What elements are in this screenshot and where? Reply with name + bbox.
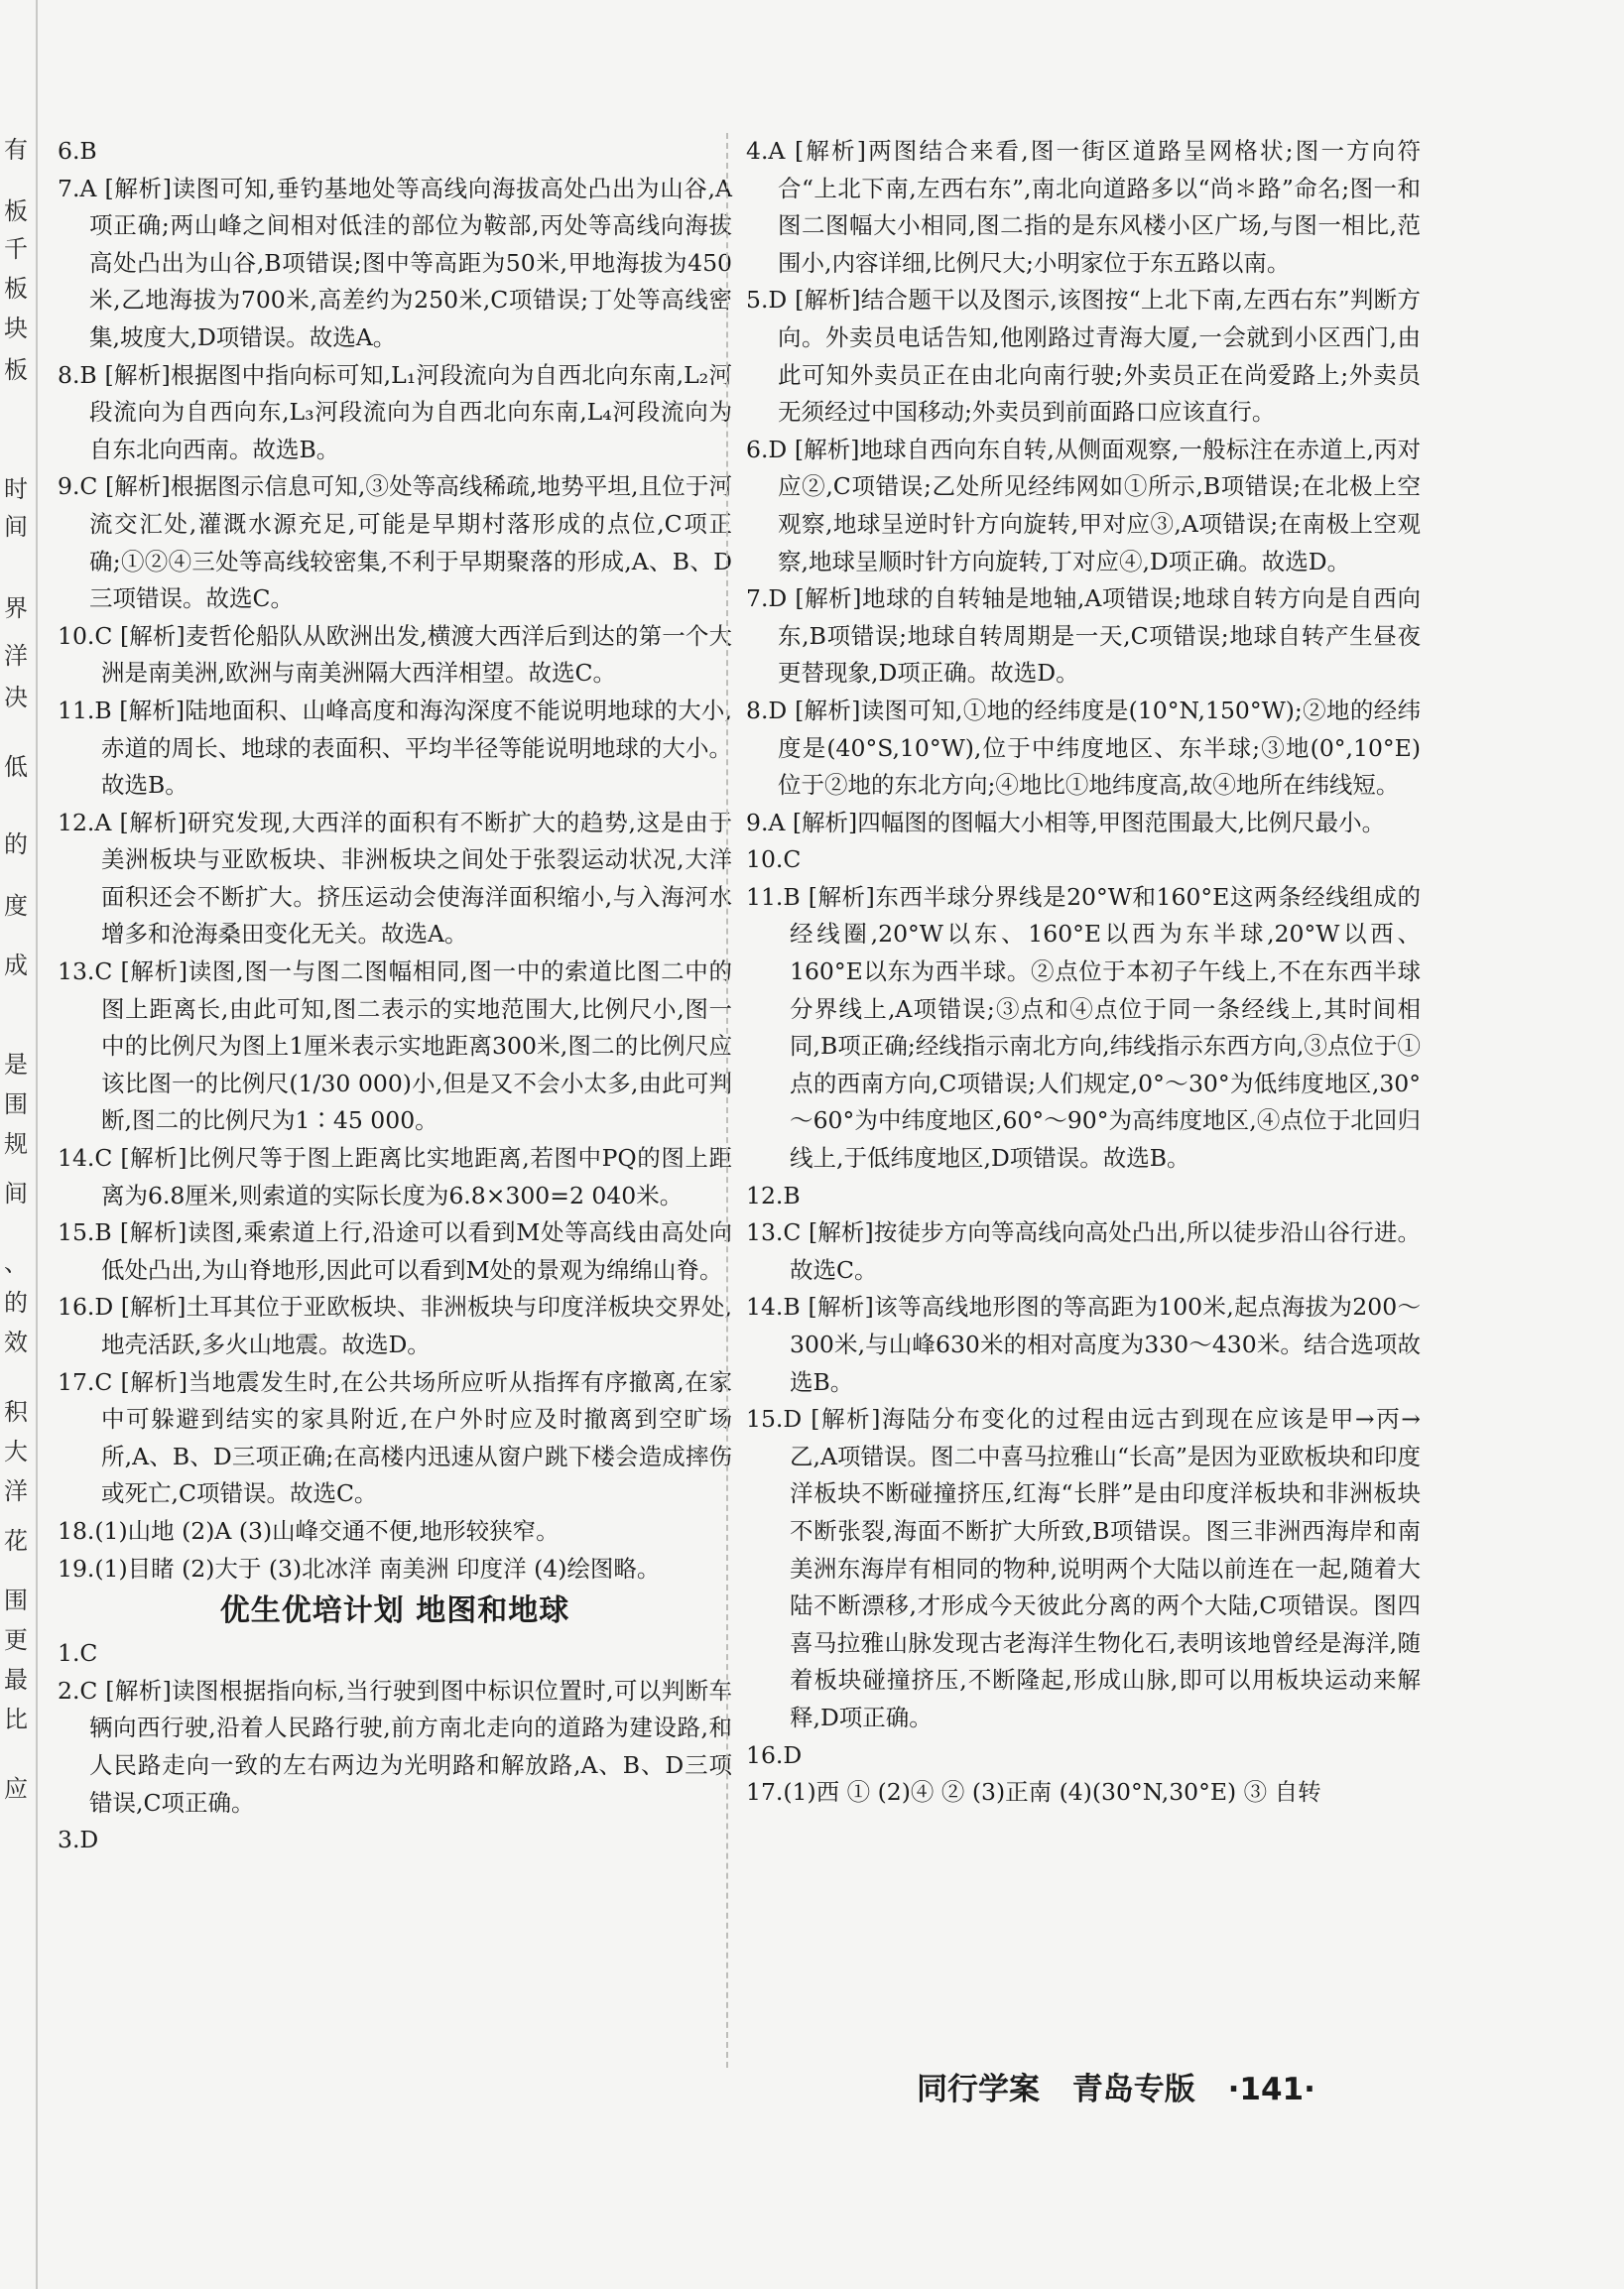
answer-item: 7.D [解析]地球的自转轴是地轴,A项错误;地球自转方向是自西向东,B项错误;地球自转周期是一天,C项错误;地球自转产生昼夜更替现象,D项正确。故选D。 bbox=[746, 584, 1421, 688]
margin-glyph: 成 bbox=[4, 952, 28, 979]
margin-glyph: 界 bbox=[4, 594, 28, 622]
margin-glyph: 板 bbox=[4, 275, 28, 303]
column-divider bbox=[726, 133, 728, 2068]
answer-item: 11.B [解析]东西半球分界线是20°W和160°E这两条经线组成的经线圈,20°W以东、160°E以西为东半球,20°W以西、160°E以东为西半球。②点位于本初子午线上,不在东西半球分界线上,A项错误;③点和④点位于同一条经线上,其时间相同,B项正确;经线指示南北方向,纬线指示东西方向,③点位于①点的西南方向,C项错误;人们规定,0°～30°为低纬度地区,30°～60°为中纬度地区,60°～90°为高纬度地区,④点位于北回归线上,于低纬度地区,D项错误。故选B。 bbox=[746, 882, 1421, 1173]
answer-item: 13.C [解析]按徒步方向等高线向高处凸出,所以徒步沿山谷行进。故选C。 bbox=[746, 1218, 1421, 1284]
answer-item: 8.D [解析]读图可知,①地的经纬度是(10°N,150°W);②地的经纬度是(40°S,10°W),位于中纬度地区、东半球;③地(0°,10°E)位于②地的东北方向;④地比①地纬度高,故④地所在纬线短。 bbox=[746, 696, 1421, 800]
margin-glyph: 是 bbox=[4, 1051, 28, 1079]
answer-item: 12.A [解析]研究发现,大西洋的面积有不断扩大的趋势,这是由于美洲板块与亚欧板块、非洲板块之间处于张裂运动状况,大洋面积还会不断扩大。挤压运动会使海洋面积缩小,与入海河水增多和沧海桑田变化无关。故选A。 bbox=[58, 808, 732, 949]
margin-glyph: 围 bbox=[4, 1090, 28, 1118]
margin-glyph: 更 bbox=[4, 1626, 28, 1654]
margin-glyph: 时 bbox=[4, 475, 28, 503]
margin-glyph: 花 bbox=[4, 1527, 28, 1555]
footer-edition: 青岛专版 bbox=[1071, 2072, 1195, 2107]
answer-item: 7.A [解析]读图可知,垂钓基地处等高线向海拔高处凸出为山谷,A项正确;两山峰之间相对低洼的部位为鞍部,丙处等高线向海拔高处凸出为山谷,B项错误;图中等高距为50米,甲地海拔为450米,乙地海拔为700米,高差约为250米,C项错误;丁处等高线密集,坡度大,D项错误。故选A。 bbox=[58, 174, 732, 351]
answer-item: 5.D [解析]结合题干以及图示,该图按“上北下南,左西右东”判断方向。外卖员电话告知,他刚路过青海大厦,一会就到小区西门,由此可知外卖员正在由北向南行驶;外卖员正在尚爱路上;外卖员无须经过中国移动;外卖员到前面路口应该直行。 bbox=[746, 286, 1421, 427]
answer-item: 17.C [解析]当地震发生时,在公共场所应听从指挥有序撤离,在家中可躲避到结实的家具附近,在户外时应及时撤离到空旷场所,A、B、D三项正确;在高楼内迅速从窗户跳下楼会造成摔伤或死亡,C项错误。故选C。 bbox=[58, 1367, 732, 1508]
answer-item: 14.B [解析]该等高线地形图的等高距为100米,起点海拔为200～300米,与山峰630米的相对高度为330～430米。结合选项故选B。 bbox=[746, 1293, 1421, 1396]
margin-glyph: 围 bbox=[4, 1587, 28, 1614]
margin-glyph: 有 bbox=[4, 136, 28, 164]
margin-glyph: 最 bbox=[4, 1666, 28, 1694]
answer-item: 12.B bbox=[746, 1181, 801, 1209]
page-number: ·141· bbox=[1227, 2072, 1315, 2107]
answer-item: 3.D bbox=[58, 1826, 99, 1854]
answer-item: 18.(1)山地 (2)A (3)山峰交通不便,地形较狭窄。 bbox=[58, 1516, 560, 1545]
section-title: 优生优培计划 地图和地球 bbox=[219, 1593, 570, 1629]
answer-item: 13.C [解析]读图,图一与图二图幅相同,图一中的索道比图二中的图上距离长,由此可知,图二表示的实地范围大,比例尺小,图一中的比例尺为图上1厘米表示实地距离300米,图二的比例尺应该比图一的比例尺(1/30 000)小,但是又不会小太多,由此可判断,图二的比例尺为1∶45 000。 bbox=[58, 957, 732, 1135]
page-footer bbox=[917, 2068, 1413, 2111]
margin-glyph: 规 bbox=[4, 1130, 28, 1158]
margin-glyph: 板 bbox=[4, 197, 28, 225]
margin-glyph: 板 bbox=[4, 356, 28, 384]
margin-glyph: 度 bbox=[4, 892, 28, 920]
margin-glyph: 洋 bbox=[4, 642, 28, 670]
answer-item: 11.B [解析]陆地面积、山峰高度和海沟深度不能说明地球的大小,赤道的周长、地球的表面积、平均半径等能说明地球的大小。故选B。 bbox=[58, 696, 732, 800]
answer-item: 9.C [解析]根据图示信息可知,③处等高线稀疏,地势平坦,且位于河流交汇处,灌溉水源充足,可能是早期村落形成的点位,C项正确;①②④三处等高线较密集,不利于早期聚落的形成,A、B、D三项错误。故选C。 bbox=[58, 472, 732, 613]
margin-glyph: 间 bbox=[4, 513, 28, 541]
margin-glyph: 的 bbox=[4, 1289, 28, 1317]
answer-item: 4.A [解析]两图结合来看,图一街区道路呈网格状;图一方向符合“上北下南,左西右东”,南北向道路多以“尚＊路”命名;图一和图二图幅大小相同,图二指的是东风楼小区广场,与图一相比,范围小,内容详细,比例尺大;小明家位于东五路以南。 bbox=[746, 137, 1421, 277]
margin-glyph: 比 bbox=[4, 1706, 28, 1733]
binding-margin bbox=[0, 0, 38, 2289]
answer-item: 16.D [解析]土耳其位于亚欧板块、非洲板块与印度洋板块交界处,地壳活跃,多火山地震。故选D。 bbox=[58, 1293, 732, 1358]
answer-item: 8.B [解析]根据图中指向标可知,L₁河段流向为自西北向东南,L₂河段流向为自西向东,L₃河段流向为自西北向东南,L₄河段流向为自东北向西南。故选B。 bbox=[58, 360, 732, 463]
answer-item: 6.B bbox=[58, 137, 97, 165]
answer-item: 16.D bbox=[746, 1740, 803, 1769]
margin-glyph: 千 bbox=[4, 235, 28, 263]
footer-brand: 同行学案 bbox=[917, 2072, 1040, 2107]
answer-item: 17.(1)西 ① (2)④ ② (3)正南 (4)(30°N,30°E) ③ 自转 bbox=[746, 1778, 1321, 1807]
margin-glyph: 间 bbox=[4, 1180, 28, 1208]
answer-item: 15.B [解析]读图,乘索道上行,沿途可以看到M处等高线由高处向低处凸出,为山脊地形,因此可以看到M处的景观为绵绵山脊。 bbox=[58, 1218, 732, 1284]
answer-item: 6.D [解析]地球自西向东自转,从侧面观察,一般标注在赤道上,丙对应②,C项错误;乙处所见经纬网如①所示,B项错误;在北极上空观察,地球呈逆时针方向旋转,甲对应③,A项错误;在南极上空观察,地球呈顺时针方向旋转,丁对应④,D项正确。故选D。 bbox=[746, 435, 1421, 575]
margin-glyph: 大 bbox=[4, 1438, 28, 1465]
margin-glyph: 洋 bbox=[4, 1477, 28, 1505]
answer-item: 19.(1)目睹 (2)大于 (3)北冰洋 南美洲 印度洋 (4)绘图略。 bbox=[58, 1554, 661, 1583]
answer-item: 1.C bbox=[58, 1639, 98, 1668]
answer-item: 15.D [解析]海陆分布变化的过程由远古到现在应该是甲→丙→乙,A项错误。图二中喜马拉雅山“长高”是因为亚欧板块和印度洋板块不断碰撞挤压,红海“长胖”是由印度洋板块和非洲板块不断张裂,海面不断扩大所致,B项错误。图三非洲西海岸和南美洲东海岸有相同的物种,说明两个大陆以前连在一起,随着大陆不断漂移,才形成今天彼此分离的两个大陆,C项错误。图四喜马拉雅山脉发现古老海洋生物化石,表明该地曾经是海洋,随着板块碰撞挤压,不断隆起,形成山脉,即可以用板块运动来解释,D项正确。 bbox=[746, 1405, 1421, 1731]
answer-item: 10.C bbox=[746, 845, 802, 874]
margin-glyph: 块 bbox=[4, 315, 28, 342]
margin-glyph: 效 bbox=[4, 1329, 28, 1356]
answer-item: 2.C [解析]读图根据指向标,当行驶到图中标识位置时,可以判断车辆向西行驶,沿着人民路行驶,前方南北走向的道路为建设路,和人民路走向一致的左右两边为光明路和解放路,A、B、D三项错误,C项正确。 bbox=[58, 1676, 732, 1817]
margin-glyph: 应 bbox=[4, 1775, 28, 1803]
margin-glyph: 的 bbox=[4, 830, 28, 858]
margin-glyph: 、 bbox=[4, 1249, 28, 1277]
margin-glyph: 决 bbox=[4, 684, 28, 711]
answer-item: 10.C [解析]麦哲伦船队从欧洲出发,横渡大西洋后到达的第一个大洲是南美洲,欧洲与南美洲隔大西洋相望。故选C。 bbox=[58, 621, 732, 688]
answer-item: 9.A [解析]四幅图的图幅大小相等,甲图范围最大,比例尺最小。 bbox=[746, 808, 1386, 836]
margin-glyph: 低 bbox=[4, 753, 28, 781]
answer-item: 14.C [解析]比例尺等于图上距离比实地距离,若图中PQ的图上距离为6.8厘米,则索道的实际长度为6.8×300=2 040米。 bbox=[58, 1144, 732, 1209]
right-column bbox=[746, 133, 1421, 1812]
margin-glyph: 积 bbox=[4, 1398, 28, 1426]
left-column bbox=[58, 133, 732, 1859]
